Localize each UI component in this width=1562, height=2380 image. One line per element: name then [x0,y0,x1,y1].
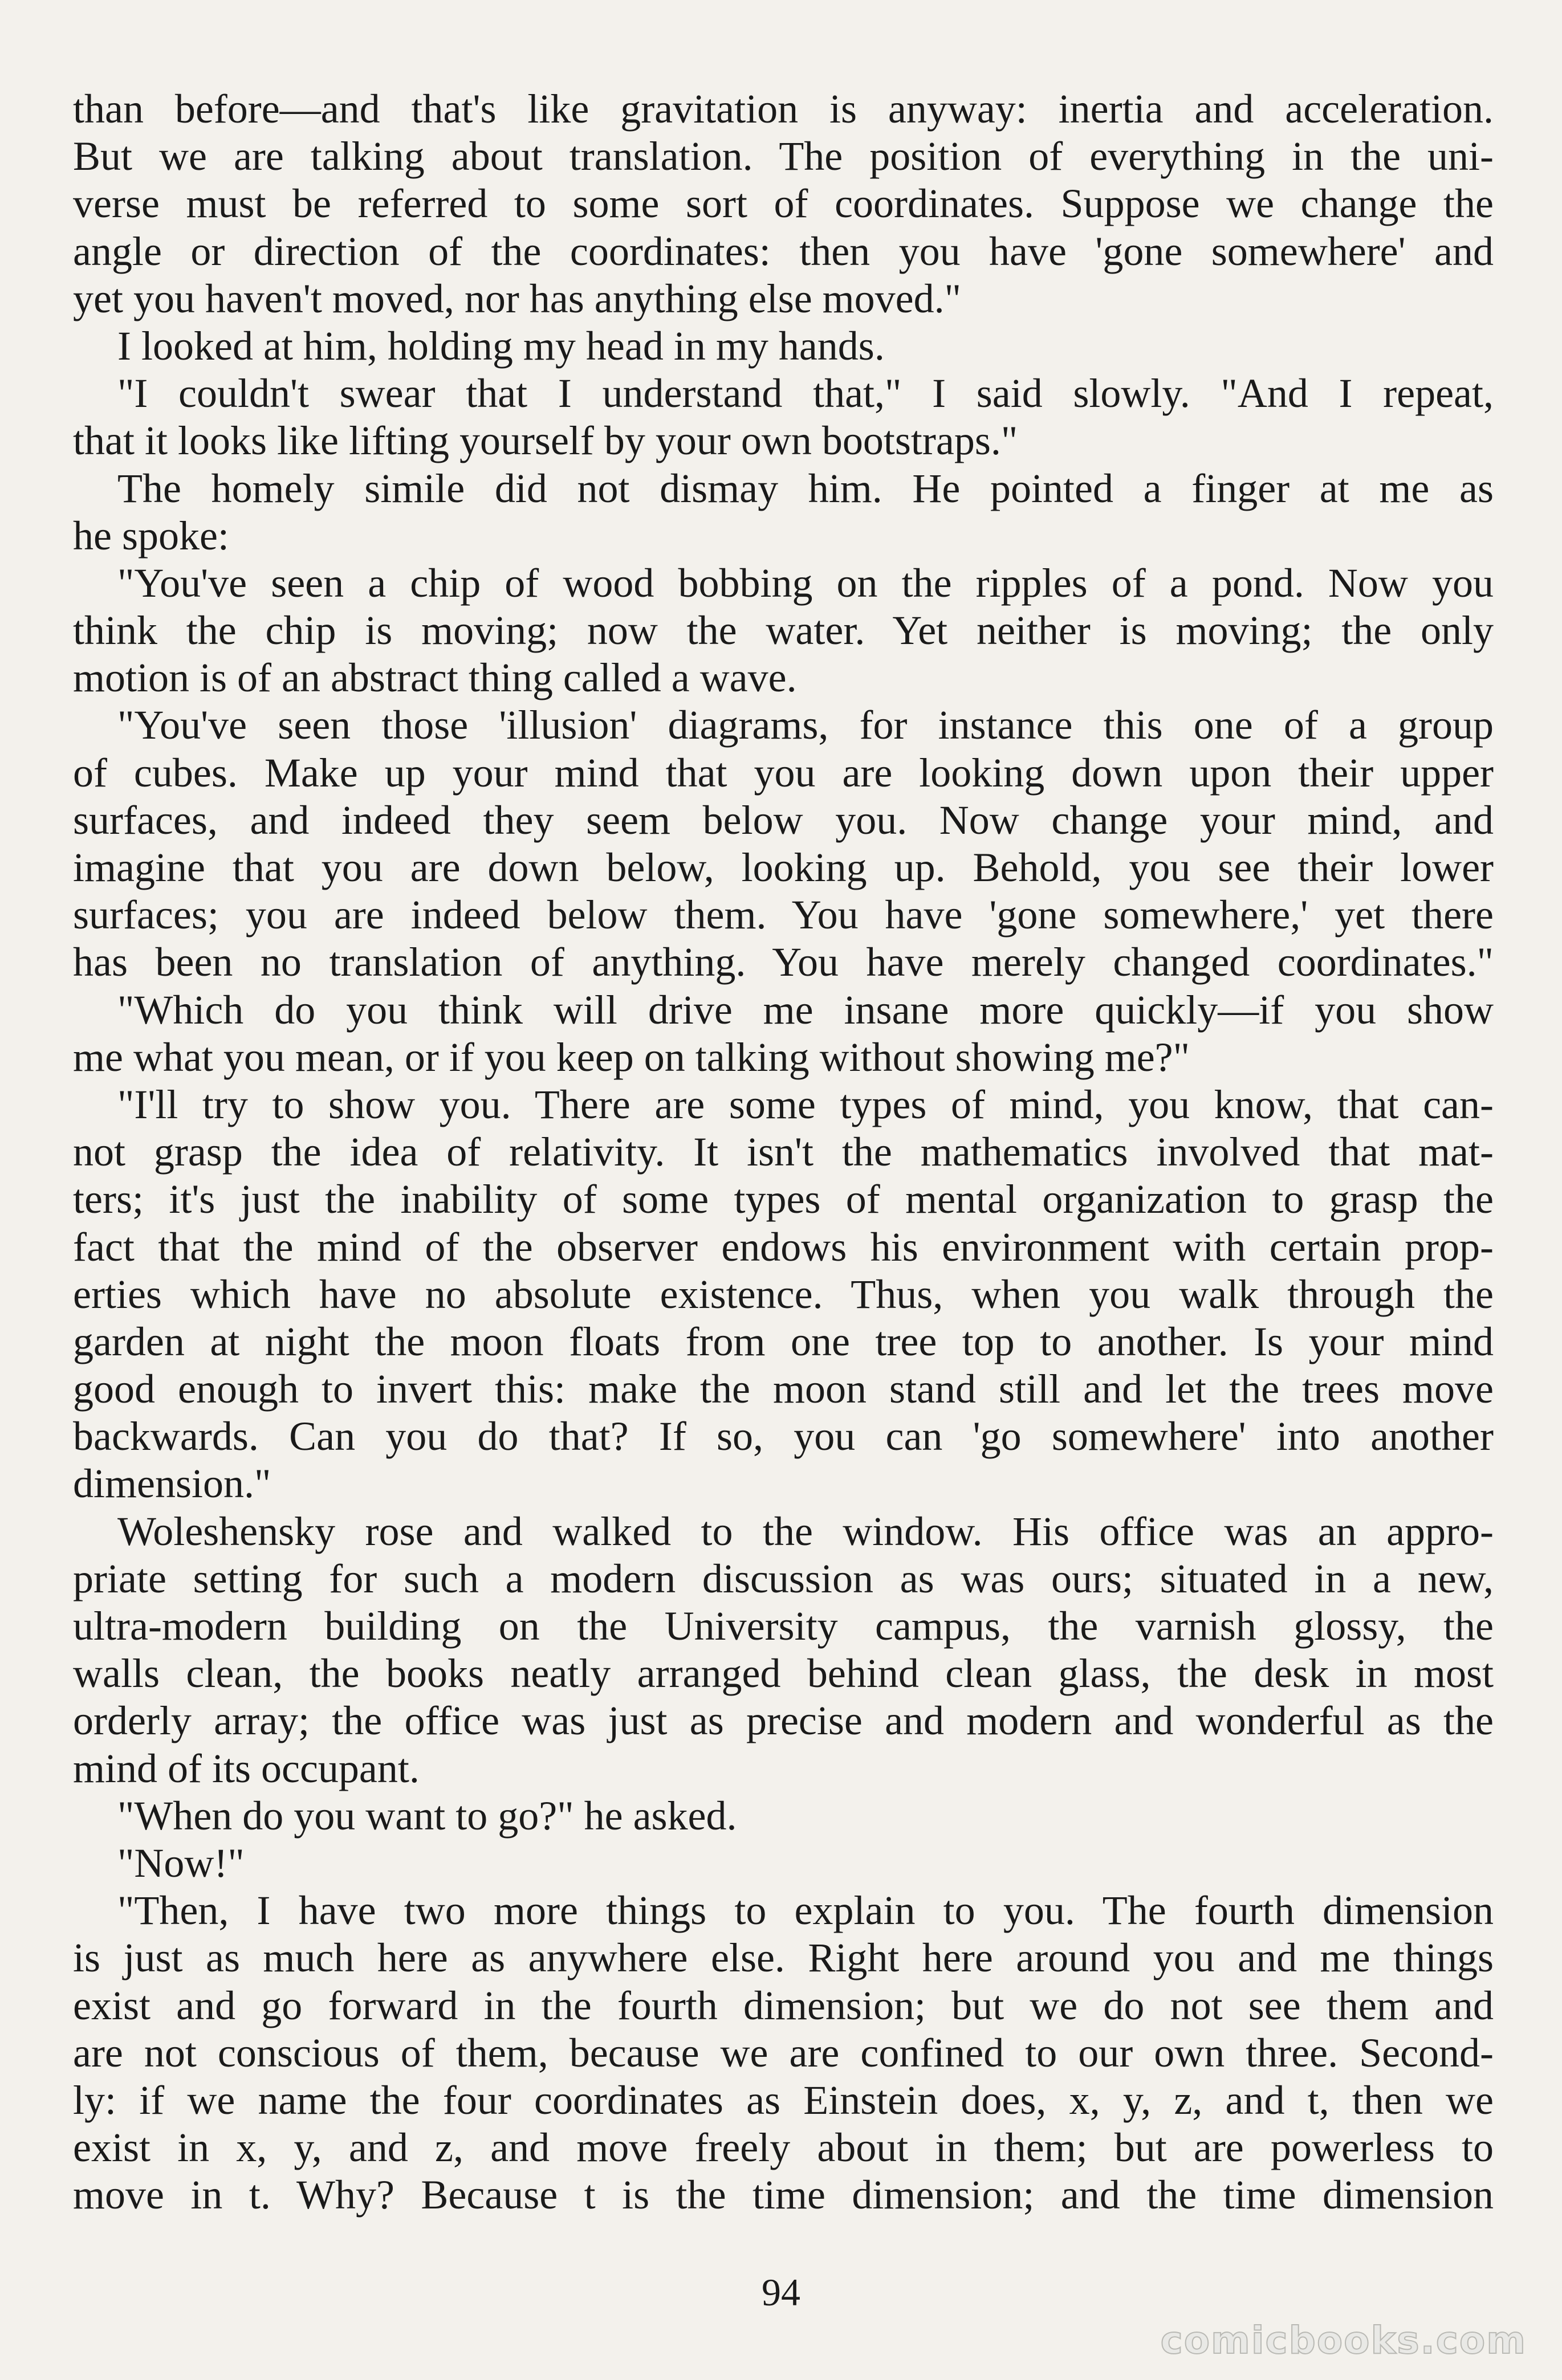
text-line: surfaces, and indeed they seem below you. Now change your mind, and [73,797,1494,843]
text-line: orderly array; the office was just as precise and modern and wonderful as the [73,1698,1494,1744]
text-line: move in t. Why? Because t is the time dimension; and the time dimension [73,2172,1494,2218]
text-line: priate setting for such a modern discussion as was ours; situated in a new, [73,1555,1494,1601]
text-line: me what you mean, or if you keep on talking without showing me?" [73,1034,1190,1080]
text-line: verse must be referred to some sort of coordinates. Suppose we change the [73,181,1494,227]
text-line: "You've seen a chip of wood bobbing on the ripples of a pond. Now you [117,560,1494,606]
text-line: backwards. Can you do that? If so, you can 'go somewhere' into another [73,1413,1494,1460]
text-line: "You've seen those 'illusion' diagrams, for instance this one of a group [117,702,1494,748]
text-line: "I couldn't swear that I understand that," I said slowly. "And I repeat, [117,370,1494,417]
text-line: ly: if we name the four coordinates as Einstein does, x, y, z, and t, then we [73,2077,1494,2123]
text-line: "Which do you think will drive me insane more quickly—if you show [117,987,1494,1033]
text-line: he spoke: [73,512,229,559]
watermark-logo: comicbooks.com [1160,2318,1527,2362]
text-line: motion is of an abstract thing called a wave. [73,655,797,701]
text-line: angle or direction of the coordinates: then you have 'gone somewhere' and [73,228,1494,274]
text-line: dimension." [73,1461,271,1507]
text-line: imagine that you are down below, looking up. Behold, you see their lower [73,845,1494,890]
page-number: 94 [762,2271,800,2314]
text-line: "Then, I have two more things to explain to you. The fourth dimension [117,1888,1494,1934]
text-line: exist in x, y, and z, and move freely about in them; but are powerless to [73,2125,1494,2171]
text-line: But we are talking about translation. The position of everything in the uni- [73,133,1494,180]
text-line: yet you haven't moved, nor has anything else moved." [73,275,962,321]
text-line: not grasp the idea of relativity. It isn't the mathematics involved that mat- [73,1129,1494,1175]
text-line: The homely simile did not dismay him. He pointed a finger at me as [117,465,1494,511]
text-line: is just as much here as anywhere else. Right here around you and me things [73,1935,1494,1981]
text-line: garden at night the moon floats from one tree top to another. Is your mind [73,1318,1494,1364]
text-line: surfaces; you are indeed below them. You have 'gone somewhere,' yet there [73,892,1494,938]
text-line: erties which have no absolute existence. Thus, when you walk through the [73,1271,1494,1317]
text-line: good enough to invert this: make the moon stand still and let the trees move [73,1366,1494,1412]
text-line: think the chip is moving; now the water. Yet neither is moving; the only [73,608,1494,654]
text-line: walls clean, the books neatly arranged behind clean glass, the desk in most [73,1650,1494,1697]
text-line: are not conscious of them, because we are confined to our own three. Second- [73,2029,1494,2076]
text-line: mind of its occupant. [73,1745,420,1791]
text-line: I looked at him, holding my head in my hands. [117,323,885,369]
text-line: ters; it's just the inability of some types of mental organization to grasp the [73,1176,1494,1222]
text-line: exist and go forward in the fourth dimension; but we do not see them and [73,1982,1494,2028]
text-line: that it looks like lifting yourself by your own bootstraps." [73,418,1018,464]
text-line: "I'll try to show you. There are some types of mind, you know, that can- [117,1081,1494,1127]
text-line: ultra-modern building on the University campus, the varnish glossy, the [73,1603,1494,1649]
text-line: than before—and that's like gravitation is anyway: inertia and acceleration. [73,86,1494,132]
text-line: has been no translation of anything. You have merely changed coordinates." [73,939,1494,985]
text-line: "Now!" [117,1840,245,1886]
page-body-text [73,85,1494,2219]
text-line: of cubes. Make up your mind that you are looking down upon their upper [73,749,1494,796]
text-line: fact that the mind of the observer endows his environment with certain prop- [73,1224,1494,1270]
text-line: Woleshensky rose and walked to the window. His office was an appro- [117,1508,1494,1554]
text-line: "When do you want to go?" he asked. [117,1792,737,1839]
